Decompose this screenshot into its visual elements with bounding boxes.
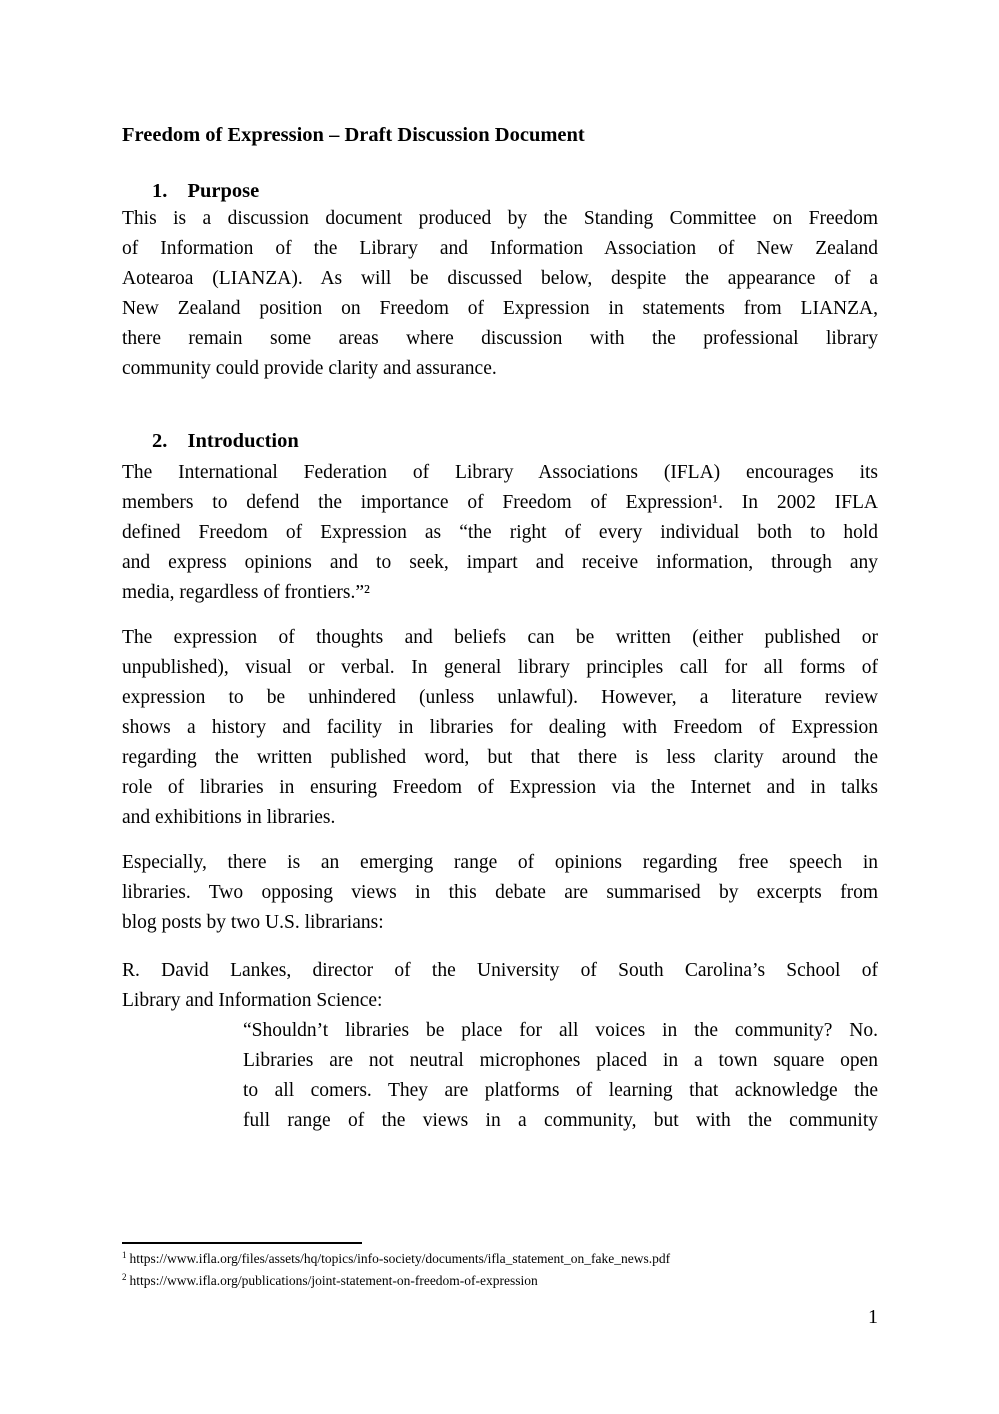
- text-line: Library and Information Science:: [122, 990, 383, 1011]
- paragraph-intro-3: [122, 848, 878, 938]
- section-number: 2.: [152, 430, 168, 452]
- paragraph-intro-2: [122, 623, 878, 833]
- document-body: [122, 0, 878, 1136]
- text-line: there remain some areas where discussion with the professional library: [122, 328, 878, 349]
- text-line: Especially, there is an emerging range of opinions regarding free speech in: [122, 852, 878, 873]
- block-quote: [243, 1016, 878, 1136]
- footnote-area: [122, 1248, 878, 1292]
- text-line: and express opinions and to seek, impart and receive information, through any: [122, 552, 878, 573]
- text-line: Aotearoa (LIANZA). As will be discussed below, despite the appearance of a: [122, 268, 878, 289]
- text-line: unpublished), visual or verbal. In general library principles call for all forms of: [122, 657, 878, 678]
- text-line: role of libraries in ensuring Freedom of Expression via the Internet and in talks: [122, 777, 878, 798]
- footnote-url: https://www.ifla.org/files/assets/hq/topics/info-society/documents/ifla_statement_on_fake_news.pdf: [129, 1251, 671, 1266]
- page-number: 1: [868, 1306, 878, 1328]
- quote-line: “Shouldn’t libraries be place for all voices in the community? No.: [243, 1020, 878, 1041]
- text-line: members to defend the importance of Freedom of Expression¹. In 2002 IFLA: [122, 492, 878, 513]
- text-line: defined Freedom of Expression as “the right of every individual both to hold: [122, 522, 878, 543]
- document-title: Freedom of Expression – Draft Discussion Document: [122, 124, 585, 146]
- text-line: regarding the written published word, but that there is less clarity around the: [122, 747, 878, 768]
- section-label: Purpose: [187, 180, 260, 202]
- footnote-2: [122, 1270, 878, 1292]
- text-line: blog posts by two U.S. librarians:: [122, 912, 384, 933]
- paragraph-attribution: [122, 956, 878, 1016]
- section-label: Introduction: [187, 430, 299, 452]
- text-line: expression to be unhindered (unless unlawful). However, a literature review: [122, 687, 878, 708]
- text-line: New Zealand position on Freedom of Expression in statements from LIANZA,: [122, 298, 878, 319]
- footnote-marker: 1: [122, 1249, 127, 1260]
- text-line: shows a history and facility in libraries for dealing with Freedom of Expression: [122, 717, 878, 738]
- quote-line: full range of the views in a community, but with the community: [243, 1110, 878, 1131]
- text-line: of Information of the Library and Information Association of New Zealand: [122, 238, 878, 259]
- text-line: libraries. Two opposing views in this debate are summarised by excerpts from: [122, 882, 878, 903]
- footnote-separator-rule: [122, 1242, 362, 1244]
- text-line: media, regardless of frontiers.”²: [122, 582, 370, 603]
- text-line: The International Federation of Library Associations (IFLA) encourages its: [122, 462, 878, 483]
- paragraph-purpose: [122, 204, 878, 384]
- text-line: community could provide clarity and assurance.: [122, 358, 497, 379]
- text-line: and exhibitions in libraries.: [122, 807, 336, 828]
- text-line: The expression of thoughts and beliefs can be written (either published or: [122, 627, 878, 648]
- text-line: R. David Lankes, director of the University of South Carolina’s School of: [122, 960, 878, 981]
- footnote-marker: 2: [122, 1271, 127, 1282]
- paragraph-intro-1: [122, 458, 878, 608]
- quote-line: to all comers. They are platforms of learning that acknowledge the: [243, 1080, 878, 1101]
- section-heading-purpose: [152, 178, 878, 204]
- footnote-1: [122, 1248, 878, 1270]
- footnote-url: https://www.ifla.org/publications/joint-statement-on-freedom-of-expression: [129, 1273, 538, 1288]
- quote-line: Libraries are not neutral microphones placed in a town square open: [243, 1050, 878, 1071]
- text-line: This is a discussion document produced by the Standing Committee on Freedom: [122, 208, 878, 229]
- section-number: 1.: [152, 180, 168, 202]
- section-heading-introduction: [152, 428, 878, 454]
